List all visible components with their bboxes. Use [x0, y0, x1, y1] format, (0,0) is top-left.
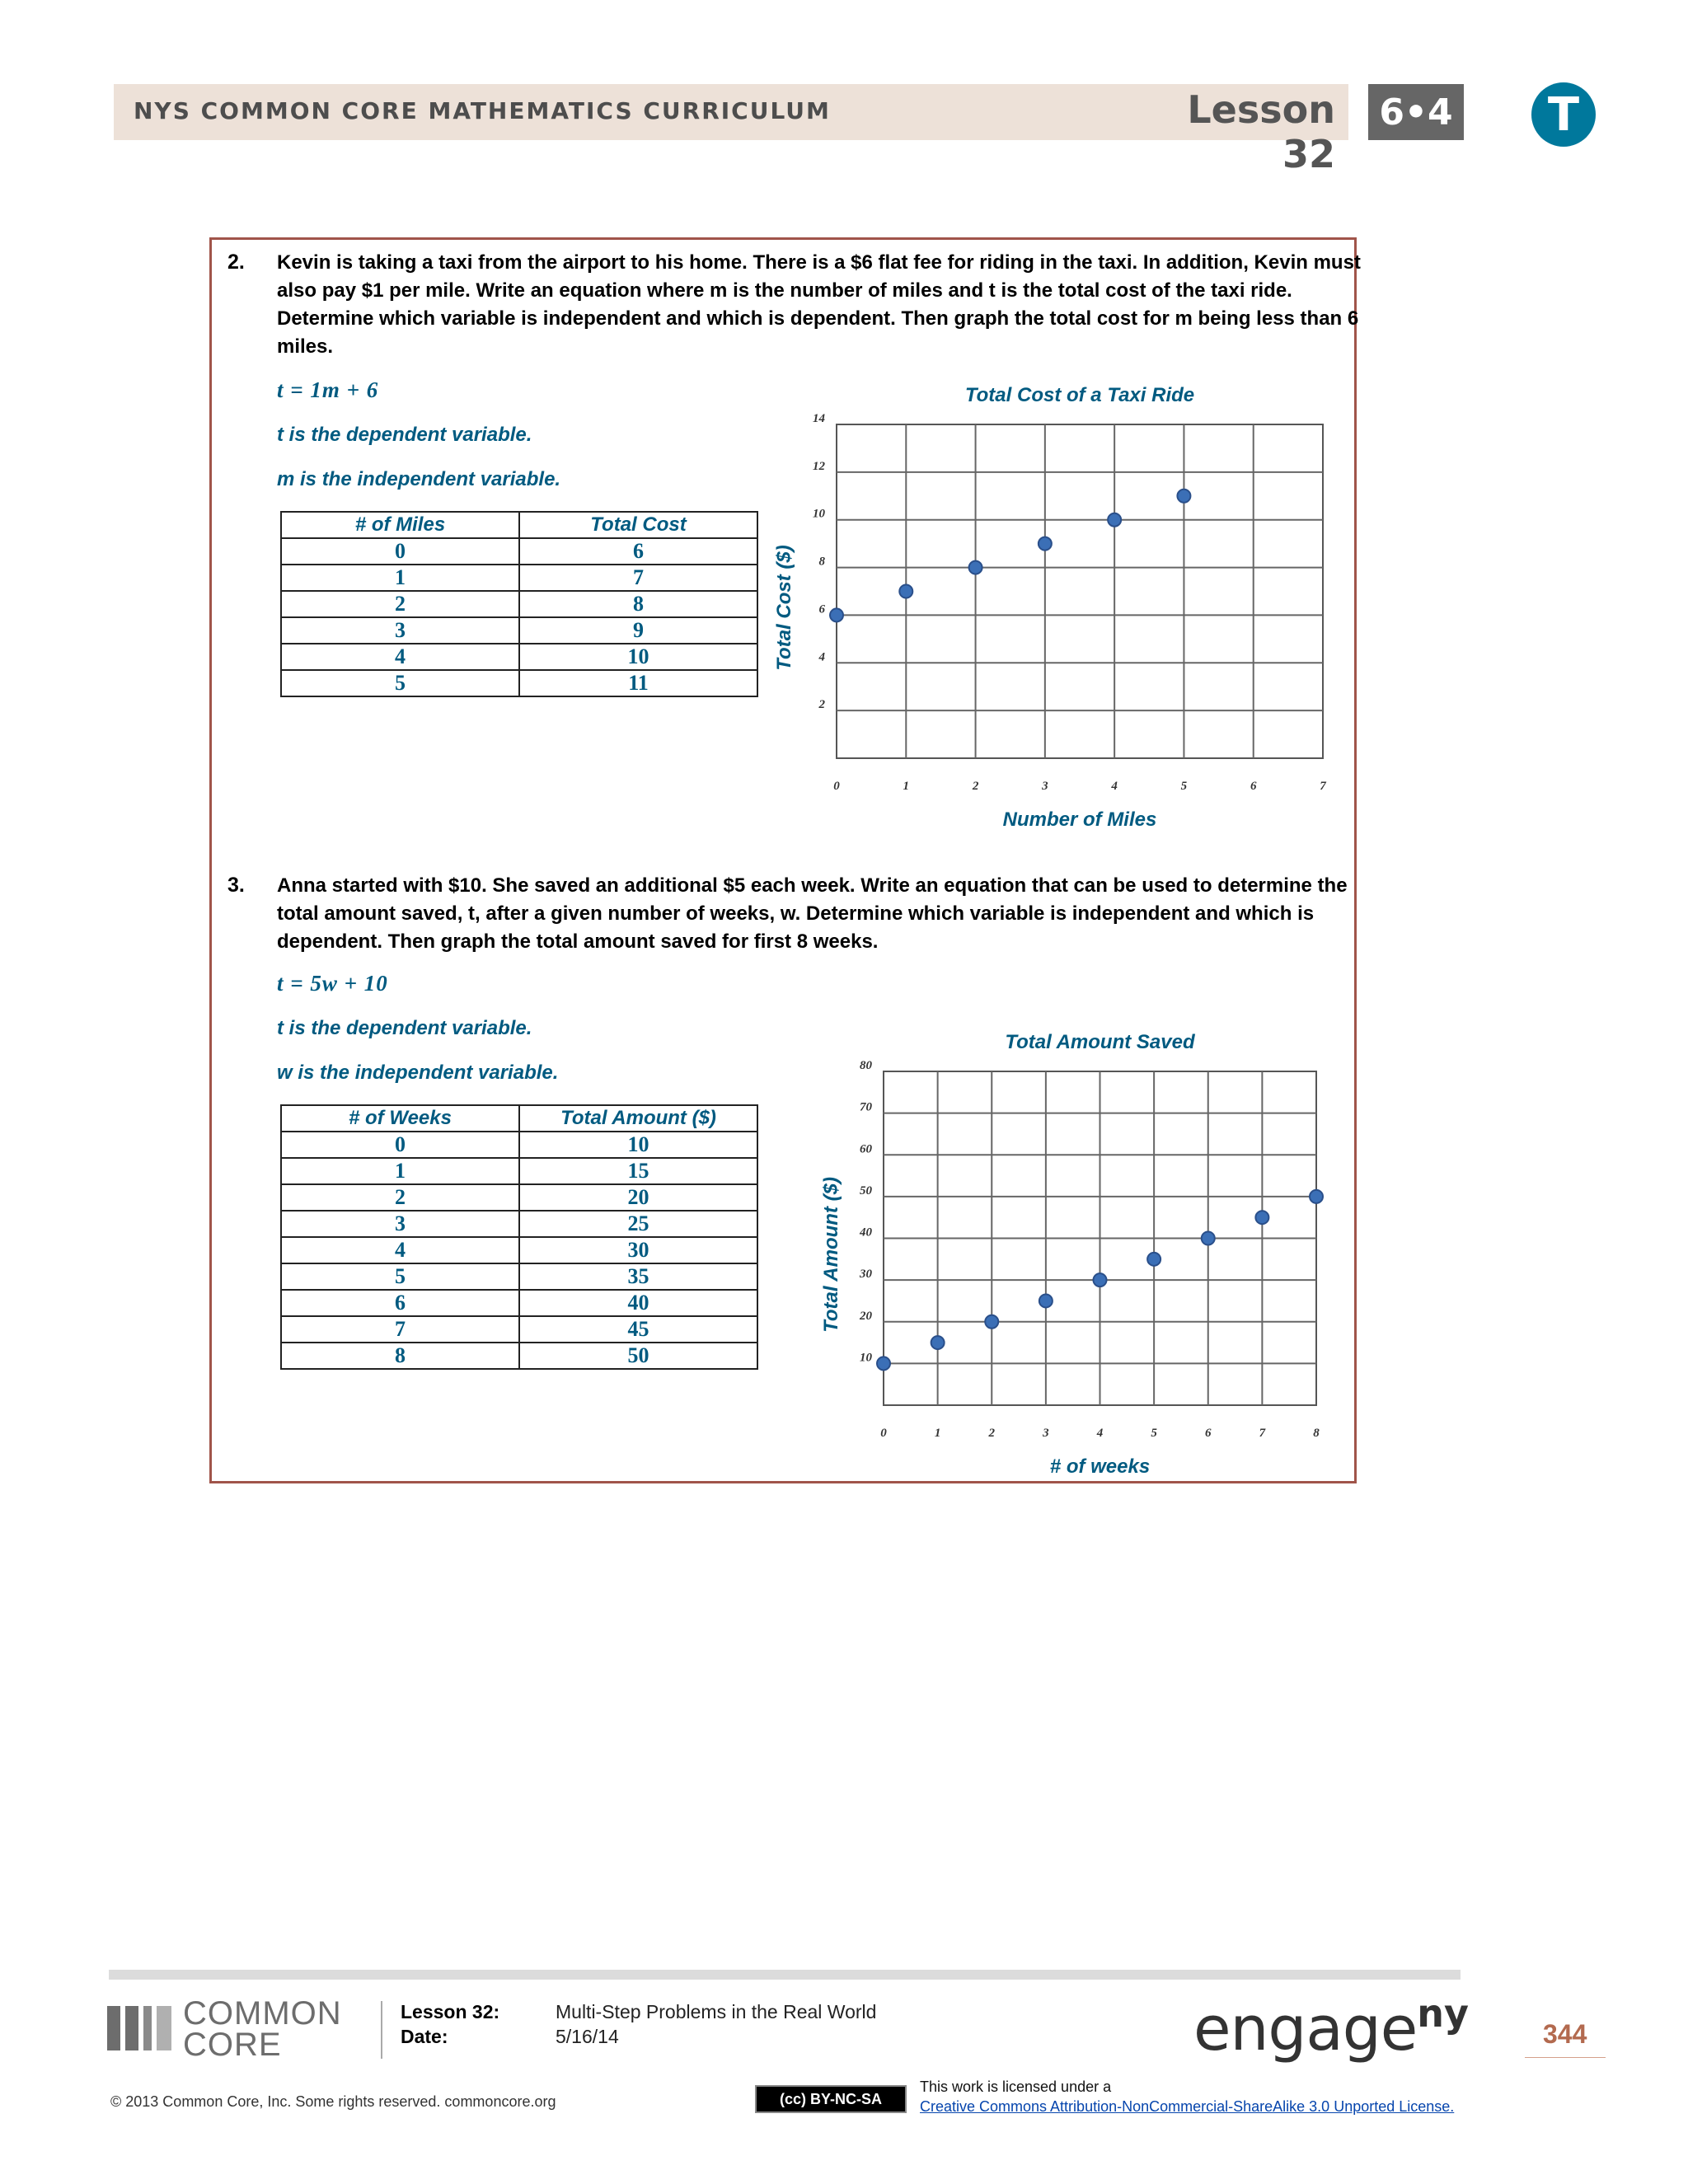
- y-tick-label: 30: [860, 1268, 872, 1282]
- x-tick-label: 3: [1042, 780, 1048, 793]
- curriculum-title: NYS COMMON CORE MATHEMATICS CURRICULUM: [134, 97, 831, 124]
- x-axis-label: Number of Miles: [1002, 808, 1157, 831]
- table-cell: 20: [519, 1184, 757, 1211]
- table-cell: 50: [519, 1343, 757, 1369]
- table-cell: 3: [281, 617, 519, 644]
- x-tick-label: 7: [1320, 780, 1326, 793]
- table-cell: 7: [281, 1316, 519, 1343]
- chart-title: Total Cost of a Taxi Ride: [964, 384, 1195, 406]
- table-row: [281, 1184, 757, 1211]
- data-point: [1039, 1294, 1053, 1307]
- data-point: [1255, 1211, 1268, 1224]
- table-cell: 3: [281, 1211, 519, 1237]
- table-cell: 4: [281, 644, 519, 670]
- table-cell: 2: [281, 1184, 519, 1211]
- logo-line: COMMON: [183, 1995, 342, 2032]
- footer-rule: [109, 1970, 1461, 1980]
- table-cell: 0: [281, 538, 519, 565]
- table-cell: 40: [519, 1290, 757, 1316]
- table-header: Total Cost: [519, 512, 757, 538]
- y-tick-label: 40: [860, 1226, 872, 1240]
- table-cell: 11: [519, 670, 757, 696]
- problem-2-number: 2.: [227, 251, 245, 274]
- x-tick-label: 1: [903, 780, 910, 793]
- y-tick-label: 10: [813, 507, 825, 521]
- table-row: [281, 1290, 757, 1316]
- problem-2-text: [277, 249, 1361, 361]
- engage-text: engage: [1193, 1994, 1418, 2064]
- data-point: [877, 1357, 890, 1370]
- amount-saved-chart: [791, 1010, 1352, 1478]
- table-row: [281, 538, 757, 565]
- problem-3-independent: w is the independent variable.: [277, 1062, 559, 1084]
- ny-text: ny: [1417, 1991, 1469, 2036]
- table-cell: 7: [519, 565, 757, 591]
- table-row: [281, 1343, 757, 1369]
- table-cell: 0: [281, 1132, 519, 1158]
- table-cell: 5: [281, 1263, 519, 1290]
- problem-2-line: Determine which variable is independent and which is dependent. Then graph the total cost for m being less than 6: [277, 307, 1359, 330]
- problem-2-dependent: t is the dependent variable.: [277, 424, 532, 446]
- table-row: [281, 1158, 757, 1184]
- data-point: [1108, 513, 1121, 527]
- problem-2-line: Kevin is taking a taxi from the airport to his home. There is a $6 flat fee for riding in the taxi. In addition, Kevin must: [277, 251, 1361, 274]
- table-row: [281, 591, 757, 617]
- x-axis-label: # of weeks: [1049, 1455, 1151, 1478]
- table-row: [281, 644, 757, 670]
- x-tick-label: 2: [988, 1427, 995, 1440]
- table-cell: 25: [519, 1211, 757, 1237]
- table-cell: 1: [281, 1158, 519, 1184]
- miles-cost-table: [280, 511, 758, 697]
- table-row: [281, 1263, 757, 1290]
- common-core-logo-text: [183, 1995, 342, 2063]
- x-tick-label: 1: [934, 1427, 941, 1440]
- problem-3-line: dependent. Then graph the total amount saved for first 8 weeks.: [277, 930, 879, 953]
- y-tick-label: 70: [860, 1100, 872, 1114]
- problem-2-independent: m is the independent variable.: [277, 468, 561, 490]
- y-tick-label: 10: [860, 1351, 872, 1365]
- problem-2-line: also pay $1 per mile. Write an equation where m is the number of miles and t is the total cost of the taxi ride.: [277, 279, 1292, 302]
- x-tick-label: 5: [1151, 1427, 1157, 1440]
- x-tick-label: 0: [880, 1427, 887, 1440]
- table-header: # of Miles: [281, 512, 519, 538]
- table-cell: 15: [519, 1158, 757, 1184]
- y-tick-label: 14: [813, 412, 825, 425]
- problem-3-line: Anna started with $10. She saved an additional $5 each week. Write an equation that can be used to determine the: [277, 874, 1348, 897]
- footer-lesson-value: Multi-Step Problems in the Real World: [556, 2001, 877, 2022]
- y-tick-label: 50: [860, 1183, 872, 1197]
- table-cell: 10: [519, 644, 757, 670]
- table-cell: 9: [519, 617, 757, 644]
- table-cell: 45: [519, 1316, 757, 1343]
- table-row: [281, 565, 757, 591]
- y-tick-label: 80: [860, 1059, 872, 1072]
- x-tick-label: 0: [833, 780, 840, 793]
- table-cell: 4: [281, 1237, 519, 1263]
- x-tick-label: 5: [1180, 780, 1188, 793]
- y-tick-label: 2: [818, 698, 825, 712]
- table-header: Total Amount ($): [519, 1105, 757, 1132]
- copyright: © 2013 Common Core, Inc. Some rights reserved. commoncore.org: [110, 2093, 556, 2110]
- x-tick-label: 8: [1313, 1427, 1320, 1440]
- table-row: [281, 1211, 757, 1237]
- x-tick-label: 4: [1111, 780, 1118, 793]
- data-point: [830, 608, 843, 621]
- table-cell: 5: [281, 670, 519, 696]
- data-point: [1202, 1232, 1215, 1245]
- x-tick-label: 2: [972, 780, 979, 793]
- problem-3-number: 3.: [227, 874, 245, 897]
- table-header-row: [281, 1105, 757, 1132]
- data-point: [969, 561, 982, 574]
- cc-license-badge: (cc) BY-NC-SA: [755, 2085, 907, 2113]
- table-cell: 8: [281, 1343, 519, 1369]
- logo-line: CORE: [183, 2027, 282, 2063]
- data-point: [1310, 1190, 1323, 1203]
- x-tick-label: 4: [1096, 1427, 1104, 1440]
- x-tick-label: 6: [1205, 1427, 1212, 1440]
- y-axis-label: Total Amount ($): [820, 1177, 842, 1333]
- y-tick-label: 20: [860, 1309, 872, 1323]
- x-tick-label: 7: [1259, 1427, 1266, 1440]
- footer-lesson-label: Lesson 32:: [401, 2001, 500, 2022]
- x-tick-label: 3: [1043, 1427, 1049, 1440]
- y-tick-label: 8: [818, 555, 825, 569]
- table-row: [281, 1132, 757, 1158]
- table-cell: 6: [519, 538, 757, 565]
- y-tick-label: 4: [818, 650, 825, 664]
- footer-date-label: Date:: [401, 2026, 448, 2047]
- data-point: [1147, 1253, 1160, 1266]
- table-cell: 8: [519, 591, 757, 617]
- table-cell: 6: [281, 1290, 519, 1316]
- y-tick-label: 60: [860, 1142, 872, 1156]
- table-row: [281, 1316, 757, 1343]
- license-link[interactable]: Creative Commons Attribution-NonCommercial-ShareAlike 3.0 Unported License.: [920, 2098, 1455, 2115]
- problem-3-dependent: t is the dependent variable.: [277, 1017, 532, 1039]
- problem-3-equation: t = 5w + 10: [277, 971, 388, 996]
- table-header-row: [281, 512, 757, 538]
- lesson-title: Lesson 32: [1187, 87, 1335, 176]
- data-point: [899, 585, 912, 598]
- table-row: [281, 617, 757, 644]
- table-cell: 2: [281, 591, 519, 617]
- y-axis-label: Total Cost ($): [773, 545, 795, 671]
- problem-3-text: [277, 872, 1348, 956]
- data-point: [985, 1315, 998, 1329]
- data-point: [1177, 490, 1190, 503]
- module-badge: 6•4: [1368, 84, 1464, 140]
- problem-2-equation: t = 1m + 6: [277, 377, 379, 402]
- footer-separator: [381, 2001, 382, 2059]
- table-cell: 35: [519, 1263, 757, 1290]
- x-tick-label: 6: [1250, 780, 1257, 793]
- weeks-amount-table: [280, 1104, 758, 1370]
- common-core-logo-icon: [107, 2004, 176, 2052]
- table-row: [281, 670, 757, 696]
- data-point: [1039, 537, 1052, 551]
- table-row: [281, 1237, 757, 1263]
- problem-2-line: miles.: [277, 335, 334, 358]
- page-number: 344: [1543, 2019, 1587, 2049]
- table-cell: 1: [281, 565, 519, 591]
- chart-title: Total Amount Saved: [1005, 1031, 1195, 1053]
- data-point: [931, 1336, 945, 1349]
- teacher-badge: T: [1531, 82, 1596, 147]
- footer-date-value: 5/16/14: [556, 2026, 619, 2047]
- taxi-cost-chart: [767, 375, 1360, 837]
- table-cell: 10: [519, 1132, 757, 1158]
- data-point: [1094, 1273, 1107, 1286]
- license-text: This work is licensed under a: [920, 2079, 1112, 2095]
- engageny-logo: [1193, 1991, 1469, 2064]
- page-number-rule: [1525, 2057, 1606, 2058]
- y-tick-label: 6: [818, 602, 825, 616]
- table-cell: 30: [519, 1237, 757, 1263]
- table-header: # of Weeks: [281, 1105, 519, 1132]
- y-tick-label: 12: [813, 459, 825, 473]
- problem-3-line: total amount saved, t, after a given number of weeks, w. Determine which variable is independent and which is: [277, 902, 1315, 925]
